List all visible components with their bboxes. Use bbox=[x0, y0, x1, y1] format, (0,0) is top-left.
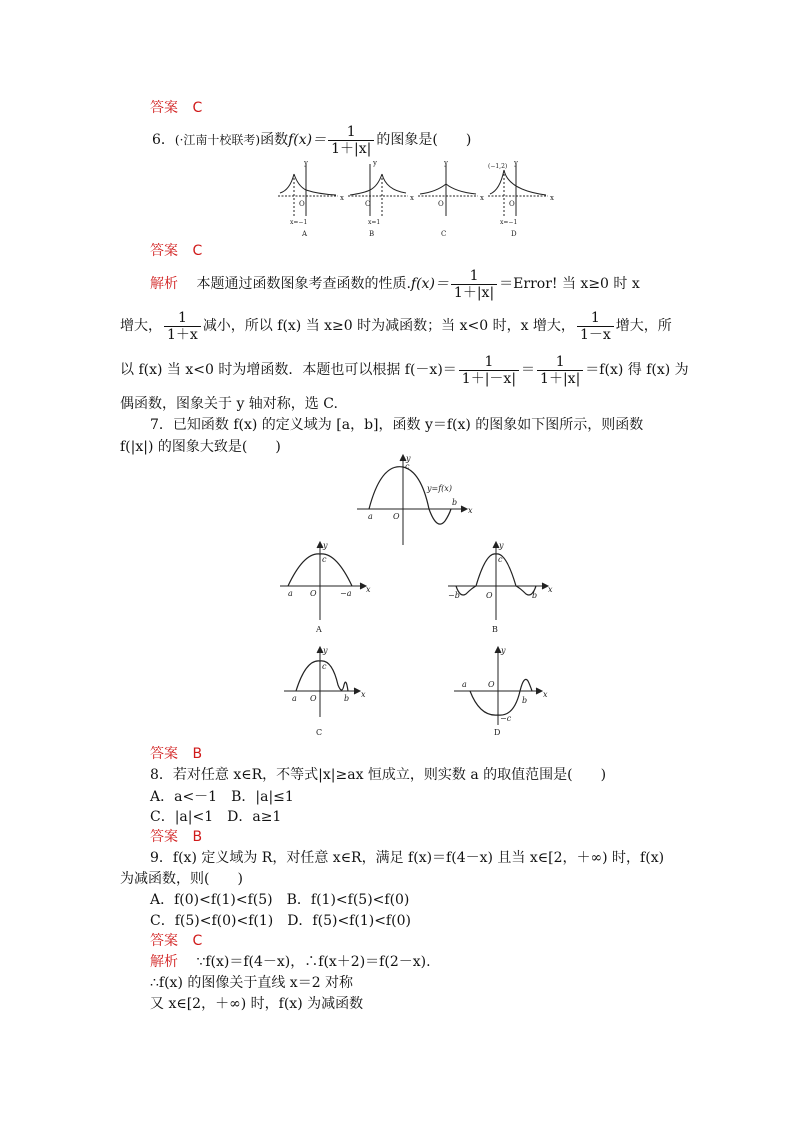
svg-text:y: y bbox=[499, 541, 504, 550]
q7-option-c bbox=[282, 645, 372, 737]
option-letter: A bbox=[316, 625, 322, 634]
q6-option-graphs bbox=[276, 159, 554, 238]
q9-options-cd: C．f(5)<f(0)<f(1) D．f(5)<f(1)<f(0) bbox=[150, 913, 411, 929]
svg-text:O: O bbox=[310, 694, 317, 703]
q6-axis-y: y bbox=[304, 159, 308, 167]
svg-text:−a: −a bbox=[340, 589, 352, 598]
analysis-text: f(x)＝ bbox=[410, 276, 449, 292]
q7-main-graph bbox=[355, 453, 475, 549]
q8-options-cd: C．|a|<1 D．a≥1 bbox=[150, 809, 282, 825]
fraction-num: 1 bbox=[164, 310, 201, 327]
q6-label-a: A bbox=[302, 230, 308, 238]
fraction bbox=[459, 354, 519, 387]
svg-text:x: x bbox=[480, 194, 484, 202]
q9-analysis-line3: 又 x∈[2，＋∞) 时，f(x) 为减函数 bbox=[150, 996, 364, 1012]
q6-label-d: D bbox=[511, 230, 517, 238]
fraction-den: 1＋|－x| bbox=[461, 370, 517, 387]
fraction bbox=[328, 124, 374, 157]
q7-main-svg bbox=[355, 453, 475, 549]
q5-answer bbox=[150, 99, 202, 117]
svg-text:y: y bbox=[514, 159, 518, 167]
q6-point-d: (−1,2) bbox=[488, 163, 508, 170]
q7-option-b bbox=[446, 540, 556, 636]
fraction-den: 1＋|x| bbox=[540, 370, 581, 387]
q6-sub-d: x=−1 bbox=[500, 219, 518, 226]
q9-analysis-line1 bbox=[150, 953, 431, 971]
q6-graph-c bbox=[418, 164, 478, 216]
q6-sub-b: x=1 bbox=[368, 219, 381, 226]
svg-text:c: c bbox=[322, 662, 327, 671]
svg-text:O: O bbox=[488, 680, 495, 689]
svg-text:y: y bbox=[444, 159, 448, 167]
svg-text:c: c bbox=[322, 555, 327, 564]
option-letter: B bbox=[492, 625, 498, 634]
analysis-text: ＝Error! 当 x≥0 时 x bbox=[499, 276, 640, 292]
q6-origin: O bbox=[299, 200, 305, 208]
svg-text:a: a bbox=[292, 694, 297, 703]
q7-stem-line1: 7．已知函数 f(x) 的定义域为 [a，b]，函数 y＝f(x) 的图象如下图所示，则函数 bbox=[150, 417, 644, 433]
svg-text:x: x bbox=[366, 585, 371, 594]
option-letter: D bbox=[494, 728, 501, 737]
answer-label: 答案 bbox=[150, 746, 178, 762]
q9-answer bbox=[150, 932, 202, 950]
q7-option-d bbox=[452, 645, 552, 737]
fraction-num: 1 bbox=[537, 354, 583, 371]
analysis-text: 增大，所 bbox=[615, 318, 672, 334]
fraction bbox=[577, 310, 614, 343]
q6-analysis-line2 bbox=[120, 308, 672, 344]
q6-answer bbox=[150, 242, 202, 260]
svg-text:x: x bbox=[548, 585, 553, 594]
fraction-num: 1 bbox=[451, 268, 497, 285]
answer-value: B bbox=[192, 746, 203, 762]
q6-graph-b bbox=[348, 164, 408, 216]
analysis-text: ∵f(x)＝f(4－x)，∴f(x＋2)＝f(2－x). bbox=[196, 954, 431, 970]
analysis-label: 解析 bbox=[150, 954, 178, 970]
question-number: 6． bbox=[152, 132, 175, 148]
q7-stem-line2: f(|x|) 的图象大致是( ) bbox=[120, 439, 281, 455]
svg-text:c: c bbox=[498, 555, 503, 564]
answer-label: 答案 bbox=[150, 100, 178, 116]
fraction-den: 1＋x bbox=[167, 326, 198, 343]
q6-analysis-line3 bbox=[120, 352, 689, 388]
svg-text:x: x bbox=[550, 194, 554, 202]
label-o: O bbox=[393, 512, 400, 521]
q6-analysis-line4: 偶函数，图象关于 y 轴对称，选 C. bbox=[120, 396, 338, 412]
fraction-num: 1 bbox=[577, 310, 614, 327]
fraction-num: 1 bbox=[459, 354, 519, 371]
analysis-text: ＝ bbox=[521, 362, 536, 378]
fraction-den: 1＋|x| bbox=[453, 284, 495, 301]
q6-graph-d bbox=[488, 164, 548, 216]
q8-answer bbox=[150, 828, 202, 846]
q6-axis-x: x bbox=[340, 194, 344, 202]
label-b: b bbox=[452, 498, 458, 507]
analysis-text: 增大， bbox=[120, 318, 162, 334]
answer-value: C bbox=[192, 243, 203, 259]
svg-text:y: y bbox=[501, 646, 506, 655]
q6-analysis-line1 bbox=[150, 266, 640, 302]
function-expr: f(x)＝ bbox=[288, 132, 327, 148]
analysis-text: 减小，所以 f(x) 当 x≥0 时为减函数；当 x<0 时，x 增大， bbox=[202, 318, 575, 334]
analysis-text: 本题通过函数图象考查函数的性质. bbox=[196, 276, 411, 292]
q7-option-a bbox=[278, 540, 378, 636]
fraction bbox=[451, 268, 497, 301]
svg-text:y: y bbox=[323, 646, 328, 655]
curve-label: y=f(x) bbox=[427, 484, 452, 493]
svg-text:b: b bbox=[532, 591, 538, 600]
fraction bbox=[164, 310, 201, 343]
q6-label-b: B bbox=[369, 230, 375, 238]
label-a: a bbox=[368, 512, 373, 521]
q9-options-ab: A．f(0)<f(1)<f(5) B．f(1)<f(5)<f(0) bbox=[150, 892, 410, 908]
answer-label: 答案 bbox=[150, 933, 178, 949]
q6-graph-a bbox=[278, 164, 338, 216]
svg-text:O: O bbox=[365, 200, 371, 208]
axis-y-label: y bbox=[406, 454, 411, 463]
svg-text:O: O bbox=[310, 589, 317, 598]
answer-value: C bbox=[192, 100, 203, 116]
analysis-label: 解析 bbox=[150, 276, 178, 292]
svg-text:y: y bbox=[323, 541, 328, 550]
option-letter: C bbox=[316, 728, 323, 737]
stem-text: 函数 bbox=[260, 132, 289, 148]
answer-label: 答案 bbox=[150, 829, 178, 845]
q6-stem bbox=[152, 122, 471, 158]
svg-text:−b: −b bbox=[448, 591, 460, 600]
analysis-text: ＝f(x) 得 f(x) 为 bbox=[585, 362, 689, 378]
fraction bbox=[537, 354, 583, 387]
svg-text:O: O bbox=[509, 200, 515, 208]
answer-value: C bbox=[192, 933, 203, 949]
answer-value: B bbox=[192, 829, 203, 845]
fraction-num: 1 bbox=[328, 124, 374, 141]
svg-text:b: b bbox=[522, 696, 528, 705]
q9-analysis-line2: ∴f(x) 的图像关于直线 x＝2 对称 bbox=[150, 975, 354, 991]
svg-text:y: y bbox=[373, 159, 377, 167]
q6-label-c: C bbox=[441, 230, 447, 238]
q7-answer bbox=[150, 745, 202, 763]
svg-text:x: x bbox=[543, 690, 548, 699]
svg-text:x: x bbox=[410, 194, 414, 202]
q9-stem-line1: 9．f(x) 定义域为 R，对任意 x∈R，满足 f(x)＝f(4－x) 且当 x∈[2，＋∞) 时，f(x) bbox=[150, 850, 665, 866]
svg-text:b: b bbox=[344, 694, 350, 703]
answer-label: 答案 bbox=[150, 243, 178, 259]
svg-text:O: O bbox=[486, 591, 493, 600]
q8-options-ab: A．a<－1 B．|a|≤1 bbox=[150, 789, 294, 805]
svg-text:a: a bbox=[288, 589, 293, 598]
svg-text:O: O bbox=[438, 200, 444, 208]
fraction-den: 1＋|x| bbox=[331, 140, 372, 157]
svg-text:x: x bbox=[361, 690, 366, 699]
question-source: (·江南十校联考) bbox=[174, 133, 261, 147]
analysis-text: 以 f(x) 当 x<0 时为增函数．本题也可以根据 f(－x)＝ bbox=[120, 362, 457, 378]
svg-text:−c: −c bbox=[500, 714, 512, 723]
q8-stem: 8．若对任意 x∈R，不等式|x|≥ax 恒成立，则实数 a 的取值范围是( ) bbox=[150, 767, 607, 783]
stem-text: 的图象是( ) bbox=[376, 132, 472, 148]
label-c: c bbox=[405, 462, 410, 471]
q6-graphs-svg bbox=[276, 159, 554, 238]
q6-sub-a: x=−1 bbox=[290, 219, 308, 226]
q9-stem-line2: 为减函数，则( ) bbox=[120, 871, 243, 887]
axis-x-label: x bbox=[468, 506, 473, 515]
fraction-den: 1－x bbox=[579, 326, 611, 343]
svg-text:a: a bbox=[462, 680, 467, 689]
